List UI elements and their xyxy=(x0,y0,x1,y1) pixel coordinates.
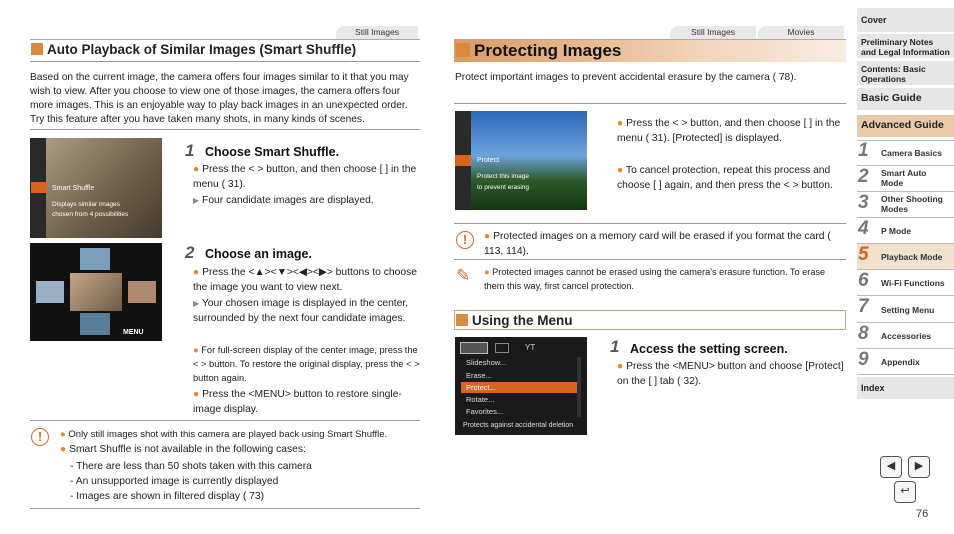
menu-tab-tools-icon: YT xyxy=(525,343,536,352)
title-rule xyxy=(30,61,420,62)
protect-caption-2: to prevent erasing xyxy=(477,184,530,191)
menu-item-protect[interactable]: Protect... xyxy=(461,382,577,393)
sidebar-advanced-guide[interactable]: Advanced Guide xyxy=(857,115,954,137)
using-step-1-bullet: ● Press the <MENU> button and choose [Protect] on the [ ] tab ( 32). xyxy=(617,361,844,387)
note-line-1: ● Only still images shot with this camera are played back using Smart Shuffle. xyxy=(60,429,388,440)
step-1-title: Choose Smart Shuffle. xyxy=(205,145,340,159)
step-2-bullet-1: ● Press the <▲><▼><◀><▶> buttons to choose the image you want to view next. xyxy=(193,267,417,293)
sidebar-contents[interactable]: Contents: Basic Operations xyxy=(857,61,954,85)
intro-text: Based on the current image, the camera offers four images similar to it that you may wish to view. After you choose to view one of those images, the camera offers four more images. This is an enjoyable way to play back images in an unexpected order. Try this feature after you have taken many shots, in many kinds of scenes. xyxy=(30,72,409,125)
protect-intro: Protect important images to prevent accidental erasure by the camera ( 78). xyxy=(455,72,797,83)
step-2-number: 2 xyxy=(185,243,195,262)
note-detail-3: - Images are shown in filtered display ( 73) xyxy=(70,491,265,502)
title-marker-icon xyxy=(31,43,43,55)
sidebar-item-accessories[interactable]: Accessories xyxy=(881,331,932,341)
chapter-9-number: 9 xyxy=(858,349,869,370)
protect-warning: ● Protected images on a memory card will be erased if you format the card ( 113, 114). xyxy=(484,231,831,257)
intro-rule-right xyxy=(454,103,846,104)
using-menu-title: Using the Menu xyxy=(456,313,573,328)
protect-bullet-2: ● To cancel protection, repeat this process and choose [ ] again, and then press the < > button. xyxy=(617,165,833,191)
note-rule-bottom xyxy=(30,508,420,509)
note-rule-top xyxy=(30,420,420,421)
caution-icon-right: ! xyxy=(456,231,474,249)
chapter-8-number: 8 xyxy=(858,323,869,344)
chapter-2-number: 2 xyxy=(858,166,869,187)
smart-shuffle-icon xyxy=(31,182,47,193)
sidebar-item-p-mode[interactable]: P Mode xyxy=(881,226,912,236)
menu-footer: Protects against accidental deletion xyxy=(463,422,574,429)
note-detail-2: - An unsupported image is currently displayed xyxy=(70,476,279,487)
header-rule xyxy=(30,39,420,40)
step-2-title: Choose an image. xyxy=(205,247,312,261)
sidebar-index[interactable]: Index xyxy=(857,377,954,399)
candidate-image-top xyxy=(80,248,110,270)
step-1-number: 1 xyxy=(185,141,195,160)
screen-caption-2: chosen from 4 possibilities xyxy=(52,211,129,218)
intro-rule xyxy=(30,129,420,130)
menu-item-label: Smart Shuffle xyxy=(52,185,95,192)
title-marker-icon-right xyxy=(456,43,470,57)
protect-memo: ● Protected images cannot be erased using the camera's erasure function. To erase them this way, first cancel protection. xyxy=(484,267,826,291)
sidebar-cover[interactable]: Cover xyxy=(857,8,954,32)
chapter-3-number: 3 xyxy=(858,192,869,213)
tab-movies: Movies xyxy=(758,26,844,39)
sidebar-prelim[interactable]: Preliminary Notes and Legal Information xyxy=(857,34,954,58)
sidebar-item-wifi[interactable]: Wi-Fi Functions xyxy=(881,278,945,288)
screen-caption-1: Displays similar images xyxy=(52,201,120,208)
using-step-1-title: Access the setting screen. xyxy=(630,342,788,356)
menu-item-favorites[interactable]: Favorites... xyxy=(466,407,504,416)
sidebar-sep-9 xyxy=(857,374,954,375)
sidebar-item-playback[interactable]: Playback Mode xyxy=(881,252,943,262)
chapter-7-number: 7 xyxy=(858,296,869,317)
next-page-button[interactable]: ▶ xyxy=(908,456,930,478)
chapter-5-number: 5 xyxy=(858,244,869,265)
subtitle-marker-icon xyxy=(456,314,468,326)
page-number: 76 xyxy=(916,508,929,520)
sidebar-item-other-shooting[interactable]: Other Shooting Modes xyxy=(881,194,943,214)
pencil-icon: ✎ xyxy=(456,266,471,285)
center-image xyxy=(70,273,122,311)
menu-item-slideshow[interactable]: Slideshow... xyxy=(466,358,507,367)
protect-caption-1: Protect this image xyxy=(477,173,530,180)
sidebar-item-camera-basics[interactable]: Camera Basics xyxy=(881,148,942,158)
menu-tab-print-icon xyxy=(495,343,509,353)
chapter-6-number: 6 xyxy=(858,270,869,291)
tab-still-images: Still Images xyxy=(336,26,418,39)
menu-item-rotate[interactable]: Rotate... xyxy=(466,395,495,404)
camera-screen-protect xyxy=(455,111,587,210)
protect-bullet-1: ● Press the < > button, and then choose [ ] in the menu ( 31). [Protected] is displayed. xyxy=(617,118,841,144)
menu-tab-play-icon xyxy=(460,342,488,354)
sidebar-item-appendix[interactable]: Appendix xyxy=(881,357,920,367)
warn-rule-bottom xyxy=(454,259,846,260)
camera-screen-smart-shuffle xyxy=(30,138,162,238)
warn-rule-top xyxy=(454,223,846,224)
chapter-1-number: 1 xyxy=(858,140,869,161)
candidate-image-right xyxy=(128,281,156,303)
sidebar-basic-guide[interactable]: Basic Guide xyxy=(857,88,954,110)
step-2-bullet-2: ▶ Your chosen image is displayed in the center, surrounded by the next four candidate images. xyxy=(193,298,409,324)
step-2-bullet-4: ● Press the <MENU> button to restore single-image display. xyxy=(193,389,402,415)
step-1-bullet-1: ● Press the < > button, and then choose [ ] in the menu ( 31). xyxy=(193,164,417,190)
protect-menu-label: Protect xyxy=(477,157,500,164)
using-step-1-number: 1 xyxy=(610,337,620,356)
step-2-bullet-3: ● For full-screen display of the center image, press the < > button. To restore the original display, press the < > button again. xyxy=(193,345,420,383)
camera-screen-candidates xyxy=(30,243,162,341)
menu-hint-label: MENU xyxy=(123,329,144,336)
tab-still-images-right: Still Images xyxy=(670,26,756,39)
sidebar-item-setting-menu[interactable]: Setting Menu xyxy=(881,305,935,315)
section-title: Auto Playback of Similar Images (Smart Shuffle) xyxy=(31,42,356,57)
menu-item-erase[interactable]: Erase... xyxy=(466,371,492,380)
return-button[interactable]: ↩ xyxy=(894,481,916,503)
step-1-bullet-2: ▶ Four candidate images are displayed. xyxy=(193,195,374,206)
sidebar-item-smart-auto[interactable]: Smart Auto Mode xyxy=(881,168,927,188)
prev-page-button[interactable]: ◀ xyxy=(880,456,902,478)
note-line-2: ● Smart Shuffle is not available in the following cases: xyxy=(60,444,306,455)
chapter-4-number: 4 xyxy=(858,218,869,239)
caution-icon: ! xyxy=(31,428,49,446)
protecting-title: Protecting Images xyxy=(456,41,621,61)
candidate-image-bottom xyxy=(80,313,110,335)
note-detail-1: - There are less than 50 shots taken with this camera xyxy=(70,461,312,472)
protect-key-icon xyxy=(455,155,471,166)
candidate-image-left xyxy=(36,281,64,303)
